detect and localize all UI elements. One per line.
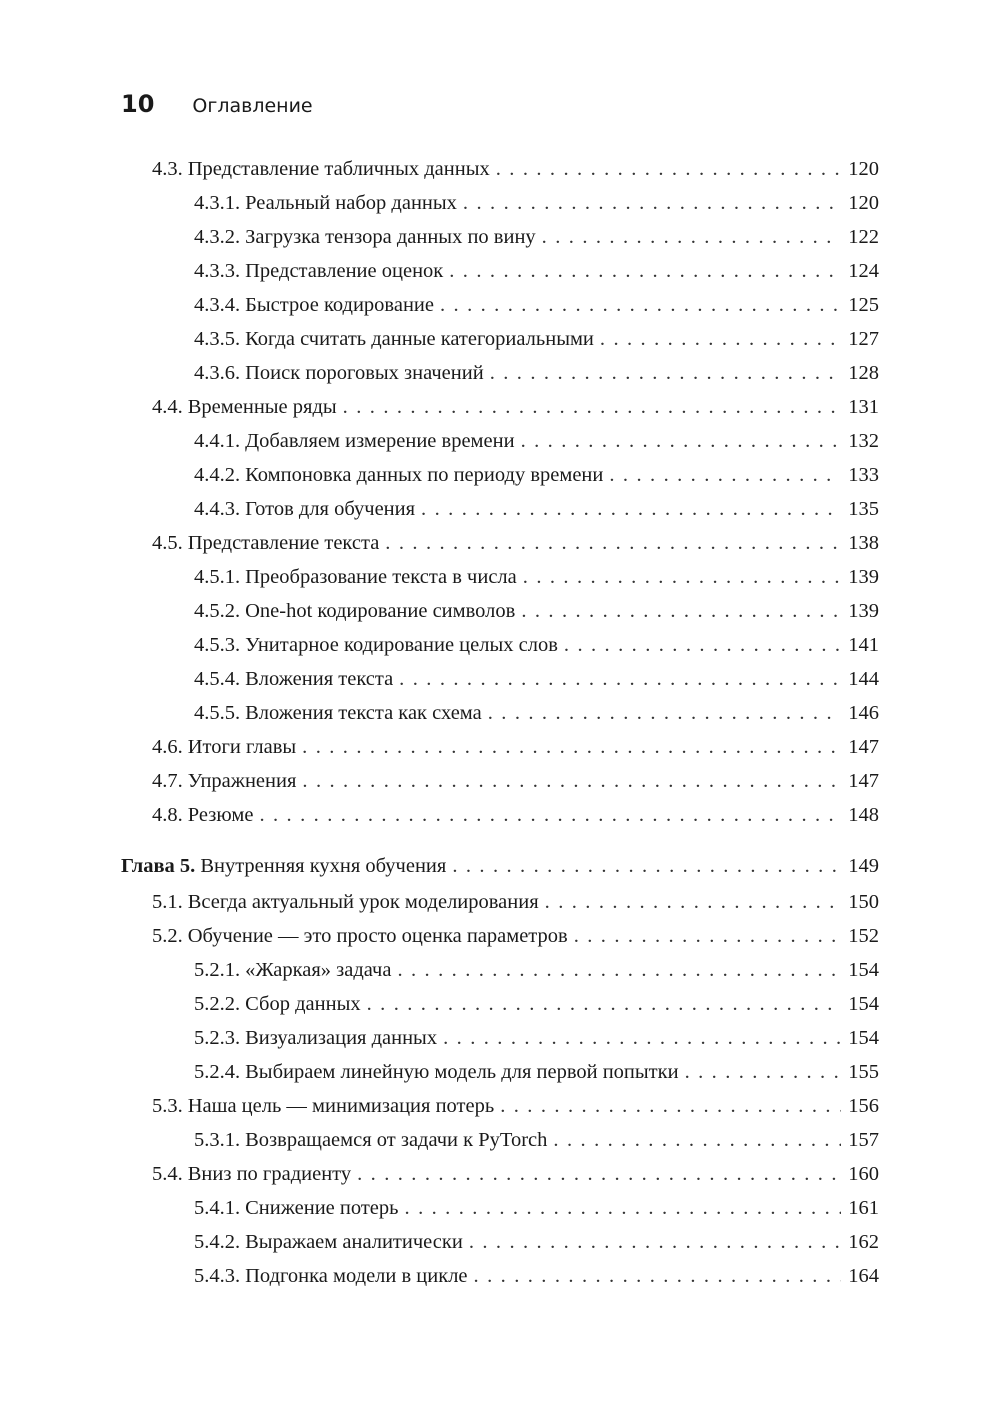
toc-entry-4-8[interactable] bbox=[152, 804, 879, 834]
toc-entry-4-5-3[interactable] bbox=[194, 634, 879, 664]
toc-number: 5.2.3. bbox=[194, 1027, 241, 1049]
toc-entry-5-2-2[interactable] bbox=[194, 993, 879, 1023]
dot-leader bbox=[385, 532, 841, 555]
toc-page-number: 154 bbox=[848, 959, 879, 981]
toc-page-number: 141 bbox=[848, 634, 879, 656]
toc-title: Сбор данных bbox=[245, 993, 361, 1015]
toc-number: 5.4. bbox=[152, 1163, 183, 1185]
toc-number: 5.2. bbox=[152, 925, 183, 947]
dot-leader bbox=[490, 362, 841, 385]
toc-entry-4-5-5[interactable] bbox=[194, 702, 879, 732]
toc-number: 4.4.3. bbox=[194, 498, 241, 520]
toc-number: 4.8. bbox=[152, 804, 183, 826]
toc-title: Загрузка тензора данных по вину bbox=[245, 226, 536, 248]
dot-leader bbox=[463, 192, 841, 215]
dot-leader bbox=[500, 1095, 841, 1118]
toc-page-number: 139 bbox=[848, 600, 879, 622]
toc-number: 4.5.2. bbox=[194, 600, 241, 622]
toc-title: Унитарное кодирование целых слов bbox=[245, 634, 558, 656]
toc-entry-4-3-2[interactable] bbox=[194, 226, 879, 256]
toc-page-number: 120 bbox=[848, 192, 879, 214]
toc-entry-4-3-6[interactable] bbox=[194, 362, 879, 392]
toc-page-number: 162 bbox=[848, 1231, 879, 1253]
toc-page-number: 131 bbox=[848, 396, 879, 418]
toc-page-number: 133 bbox=[848, 464, 879, 486]
toc-number: 5.4.1. bbox=[194, 1197, 241, 1219]
toc-number: 4.3.1. bbox=[194, 192, 241, 214]
toc-page-number: 154 bbox=[848, 993, 879, 1015]
toc-number: 5.4.3. bbox=[194, 1265, 241, 1287]
toc-title: Выбираем линейную модель для первой попытки bbox=[245, 1061, 679, 1083]
toc-title: Представление текста bbox=[187, 532, 380, 554]
toc-title: Быстрое кодирование bbox=[245, 294, 434, 316]
toc-entry-4-4-2[interactable] bbox=[194, 464, 879, 494]
toc-page-number: 147 bbox=[848, 770, 879, 792]
toc-number: 4.3.3. bbox=[194, 260, 241, 282]
toc-number: 5.2.4. bbox=[194, 1061, 241, 1083]
toc-entry-5-4[interactable] bbox=[152, 1163, 879, 1193]
toc-entry-4-5-4[interactable] bbox=[194, 668, 879, 698]
dot-leader bbox=[343, 396, 841, 419]
toc-page-number: 149 bbox=[848, 855, 879, 877]
dot-leader bbox=[574, 925, 841, 948]
toc-entry-chapter-5[interactable] bbox=[121, 855, 879, 885]
toc-title: Временные ряды bbox=[187, 396, 337, 418]
toc-entry-4-4[interactable] bbox=[152, 396, 879, 426]
toc-page-number: 138 bbox=[848, 532, 879, 554]
dot-leader bbox=[523, 566, 841, 589]
toc-entry-5-2-1[interactable] bbox=[194, 959, 879, 989]
dot-leader bbox=[496, 158, 841, 181]
toc-entry-4-3-1[interactable] bbox=[194, 192, 879, 222]
toc-entry-4-5-1[interactable] bbox=[194, 566, 879, 596]
toc-title: Обучение — это просто оценка параметров bbox=[187, 925, 568, 947]
toc-page-number: 125 bbox=[848, 294, 879, 316]
toc-number: 4.3.5. bbox=[194, 328, 241, 350]
toc-number: 5.2.2. bbox=[194, 993, 241, 1015]
dot-leader bbox=[521, 430, 841, 453]
dot-leader bbox=[521, 600, 841, 623]
toc-page-number: 128 bbox=[848, 362, 879, 384]
toc-page-number: 127 bbox=[848, 328, 879, 350]
toc-title: Реальный набор данных bbox=[245, 192, 457, 214]
toc-entry-4-4-1[interactable] bbox=[194, 430, 879, 460]
dot-leader bbox=[367, 993, 841, 1016]
dot-leader bbox=[399, 668, 841, 691]
toc-entry-4-7[interactable] bbox=[152, 770, 879, 800]
toc-entry-5-2-4[interactable] bbox=[194, 1061, 879, 1091]
toc-title: «Жаркая» задача bbox=[245, 959, 392, 981]
toc-entry-5-2-3[interactable] bbox=[194, 1027, 879, 1057]
toc-title: Резюме bbox=[187, 804, 254, 826]
toc-number: 4.5. bbox=[152, 532, 183, 554]
toc-entry-4-4-3[interactable] bbox=[194, 498, 879, 528]
toc-title: Компоновка данных по периоду времени bbox=[245, 464, 604, 486]
toc-page-number: 155 bbox=[848, 1061, 879, 1083]
toc-page-number: 157 bbox=[848, 1129, 879, 1151]
toc-entry-4-3-3[interactable] bbox=[194, 260, 879, 290]
toc-number: 4.5.1. bbox=[194, 566, 241, 588]
toc-title: Выражаем аналитически bbox=[245, 1231, 463, 1253]
toc-entry-4-3-5[interactable] bbox=[194, 328, 879, 358]
toc-number: 5.3. bbox=[152, 1095, 183, 1117]
toc-title: Возвращаемся от задачи к PyTorch bbox=[245, 1129, 548, 1151]
toc-entry-5-4-2[interactable] bbox=[194, 1231, 879, 1261]
toc-page-number: 144 bbox=[848, 668, 879, 690]
dot-leader bbox=[600, 328, 841, 351]
toc-title: Наша цель — минимизация потерь bbox=[187, 1095, 495, 1117]
dot-leader bbox=[449, 260, 841, 283]
toc-title: Упражнения bbox=[187, 770, 297, 792]
toc-page-number: 124 bbox=[848, 260, 879, 282]
toc-entry-5-4-3[interactable] bbox=[194, 1265, 879, 1295]
toc-title: Представление оценок bbox=[245, 260, 444, 282]
toc-number: 5.2.1. bbox=[194, 959, 241, 981]
dot-leader bbox=[685, 1061, 841, 1084]
toc-number: 4.6. bbox=[152, 736, 183, 758]
dot-leader bbox=[609, 464, 841, 487]
dot-leader bbox=[259, 804, 841, 827]
dot-leader bbox=[553, 1129, 841, 1152]
toc-page-number: 147 bbox=[848, 736, 879, 758]
toc-title: Вложения текста как схема bbox=[245, 702, 482, 724]
toc-page-number: 146 bbox=[848, 702, 879, 724]
toc-entry-4-3-4[interactable] bbox=[194, 294, 879, 324]
toc-title: Снижение потерь bbox=[245, 1197, 399, 1219]
toc-entry-4-6[interactable] bbox=[152, 736, 879, 766]
toc-entry-5-3-1[interactable] bbox=[194, 1129, 879, 1159]
toc-title: Поиск пороговых значений bbox=[245, 362, 484, 384]
toc-page-number: 160 bbox=[848, 1163, 879, 1185]
chapter-label: Глава 5. bbox=[121, 855, 196, 877]
toc-title: Готов для обучения bbox=[245, 498, 416, 520]
toc-title: Представление табличных данных bbox=[187, 158, 490, 180]
toc-title: Визуализация данных bbox=[245, 1027, 438, 1049]
toc-page-number: 154 bbox=[848, 1027, 879, 1049]
toc-title: One-hot кодирование символов bbox=[245, 600, 516, 622]
dot-leader bbox=[488, 702, 841, 725]
toc-number: 4.5.3. bbox=[194, 634, 241, 656]
dot-leader bbox=[421, 498, 841, 521]
toc-page-number: 148 bbox=[848, 804, 879, 826]
toc-number: 5.3.1. bbox=[194, 1129, 241, 1151]
toc-number: 4.3. bbox=[152, 158, 183, 180]
dot-leader bbox=[452, 855, 841, 878]
toc-entry-4-5-2[interactable] bbox=[194, 600, 879, 630]
toc-page-number: 152 bbox=[848, 925, 879, 947]
dot-leader bbox=[564, 634, 841, 657]
toc-number: 4.3.2. bbox=[194, 226, 241, 248]
toc-title: Когда считать данные категориальными bbox=[245, 328, 594, 350]
toc-number: 4.4. bbox=[152, 396, 183, 418]
toc-number: 4.5.5. bbox=[194, 702, 241, 724]
toc-entry-5-4-1[interactable] bbox=[194, 1197, 879, 1227]
toc-entry-5-2[interactable] bbox=[152, 925, 879, 955]
dot-leader bbox=[405, 1197, 841, 1220]
toc-title: Вниз по градиенту bbox=[187, 1163, 352, 1185]
dot-leader bbox=[542, 226, 841, 249]
page-number: 10 bbox=[121, 90, 155, 118]
toc-number: 4.5.4. bbox=[194, 668, 241, 690]
toc-page-number: 135 bbox=[848, 498, 879, 520]
toc-entry-4-5[interactable] bbox=[152, 532, 879, 562]
toc-number: 4.3.6. bbox=[194, 362, 241, 384]
toc-page-number: 139 bbox=[848, 566, 879, 588]
dot-leader bbox=[397, 959, 841, 982]
toc-title: Внутренняя кухня обучения bbox=[200, 855, 447, 877]
toc-page-number: 120 bbox=[848, 158, 879, 180]
toc-number: 5.1. bbox=[152, 891, 183, 913]
dot-leader bbox=[357, 1163, 841, 1186]
dot-leader bbox=[469, 1231, 841, 1254]
toc-title: Преобразование текста в числа bbox=[245, 566, 517, 588]
toc-title: Итоги главы bbox=[187, 736, 297, 758]
dot-leader bbox=[443, 1027, 841, 1050]
toc-entry-5-1[interactable] bbox=[152, 891, 879, 921]
toc-page-number: 150 bbox=[848, 891, 879, 913]
toc-title: Всегда актуальный урок моделирования bbox=[187, 891, 539, 913]
toc-page-number: 161 bbox=[848, 1197, 879, 1219]
toc-entry-5-3[interactable] bbox=[152, 1095, 879, 1125]
toc-number: 4.4.2. bbox=[194, 464, 241, 486]
toc-number: 4.4.1. bbox=[194, 430, 241, 452]
toc-entry-4-3[interactable] bbox=[152, 158, 879, 188]
toc-page-number: 132 bbox=[848, 430, 879, 452]
dot-leader bbox=[440, 294, 841, 317]
toc-page-number: 156 bbox=[848, 1095, 879, 1117]
toc-number: 5.4.2. bbox=[194, 1231, 241, 1253]
toc-page-number: 122 bbox=[848, 226, 879, 248]
toc-page-number: 164 bbox=[848, 1265, 879, 1287]
toc-title: Добавляем измерение времени bbox=[245, 430, 515, 452]
toc-title: Подгонка модели в цикле bbox=[245, 1265, 468, 1287]
toc-number: 4.3.4. bbox=[194, 294, 241, 316]
running-head-title: Оглавление bbox=[192, 95, 313, 117]
toc-number: 4.7. bbox=[152, 770, 183, 792]
toc-title: Вложения текста bbox=[245, 668, 394, 690]
dot-leader bbox=[302, 770, 841, 793]
dot-leader bbox=[302, 736, 841, 759]
dot-leader bbox=[545, 891, 841, 914]
dot-leader bbox=[474, 1265, 841, 1288]
